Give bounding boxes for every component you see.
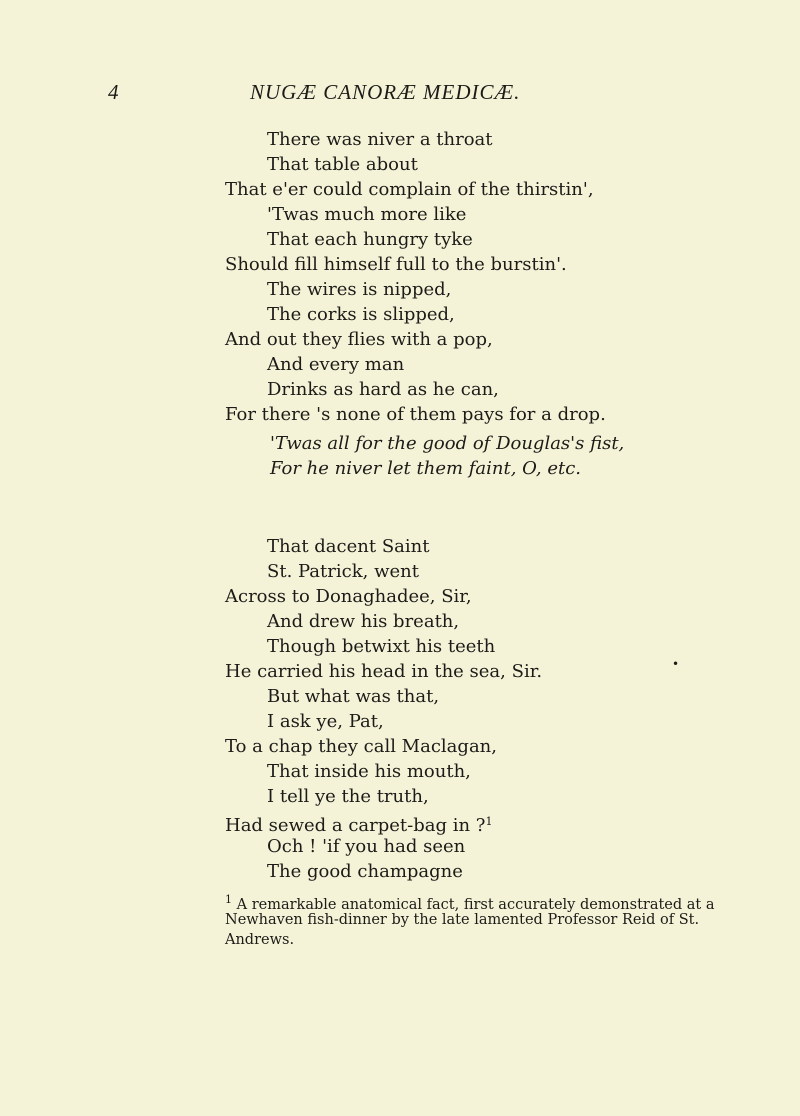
verse-line: To a chap they call Maclagan, [225,736,497,757]
verse-line: The good champagne [267,861,463,882]
verse-line: Though betwixt his teeth [267,636,496,657]
verse-line: The corks is slipped, [267,304,455,325]
stray-mark: • [672,657,680,671]
verse-line: That dacent Saint [267,536,430,557]
footnote-line-2: Newhaven fish-dinner by the late lamented Professor Reid of St. [225,912,700,928]
verse-line: But what was that, [267,686,440,707]
running-head: NUGÆ CANORÆ MEDICÆ. [250,80,521,104]
verse-line: That each hungry tyke [267,229,473,250]
verse-line: I tell ye the truth, [267,786,429,807]
chorus-line: For he niver let them faint, O, etc. [270,458,582,479]
verse-line: The wires is nipped, [267,279,452,300]
verse-line: And drew his breath, [267,611,460,632]
footnote-text: A remarkable anatomical fact, first accurately demonstrated at a [236,897,715,913]
verse-line: For there 's none of them pays for a drop. [225,404,606,425]
verse-line: That e'er could complain of the thirstin', [225,179,594,200]
verse-line: That inside his mouth, [267,761,471,782]
chorus-line: 'Twas all for the good of Douglas's fist, [270,433,625,454]
verse-line: Across to Donaghadee, Sir, [225,586,472,607]
verse-line: And every man [267,354,405,375]
verse-line: Och ! 'if you had seen [267,836,466,857]
verse-line: He carried his head in the sea, Sir. [225,661,543,682]
verse-line: Drinks as hard as he can, [267,379,499,400]
footnote-marker: 1 [225,893,232,906]
verse-line: St. Patrick, went [267,561,419,582]
verse-line-with-footnote-ref [225,811,492,837]
verse-line: I ask ye, Pat, [267,711,384,732]
verse-line-text: Had sewed a carpet-bag in ? [225,815,486,836]
verse-line: Should fill himself full to the burstin'. [225,254,567,275]
verse-line: And out they flies with a pop, [225,329,493,350]
verse-line: That table about [267,154,418,175]
verse-line: 'Twas much more like [267,204,467,225]
footnote-ref: 1 [485,815,493,828]
page-number: 4 [108,80,119,104]
verse-line: There was niver a throat [267,129,493,150]
footnote-line-3: Andrews. [225,932,295,948]
